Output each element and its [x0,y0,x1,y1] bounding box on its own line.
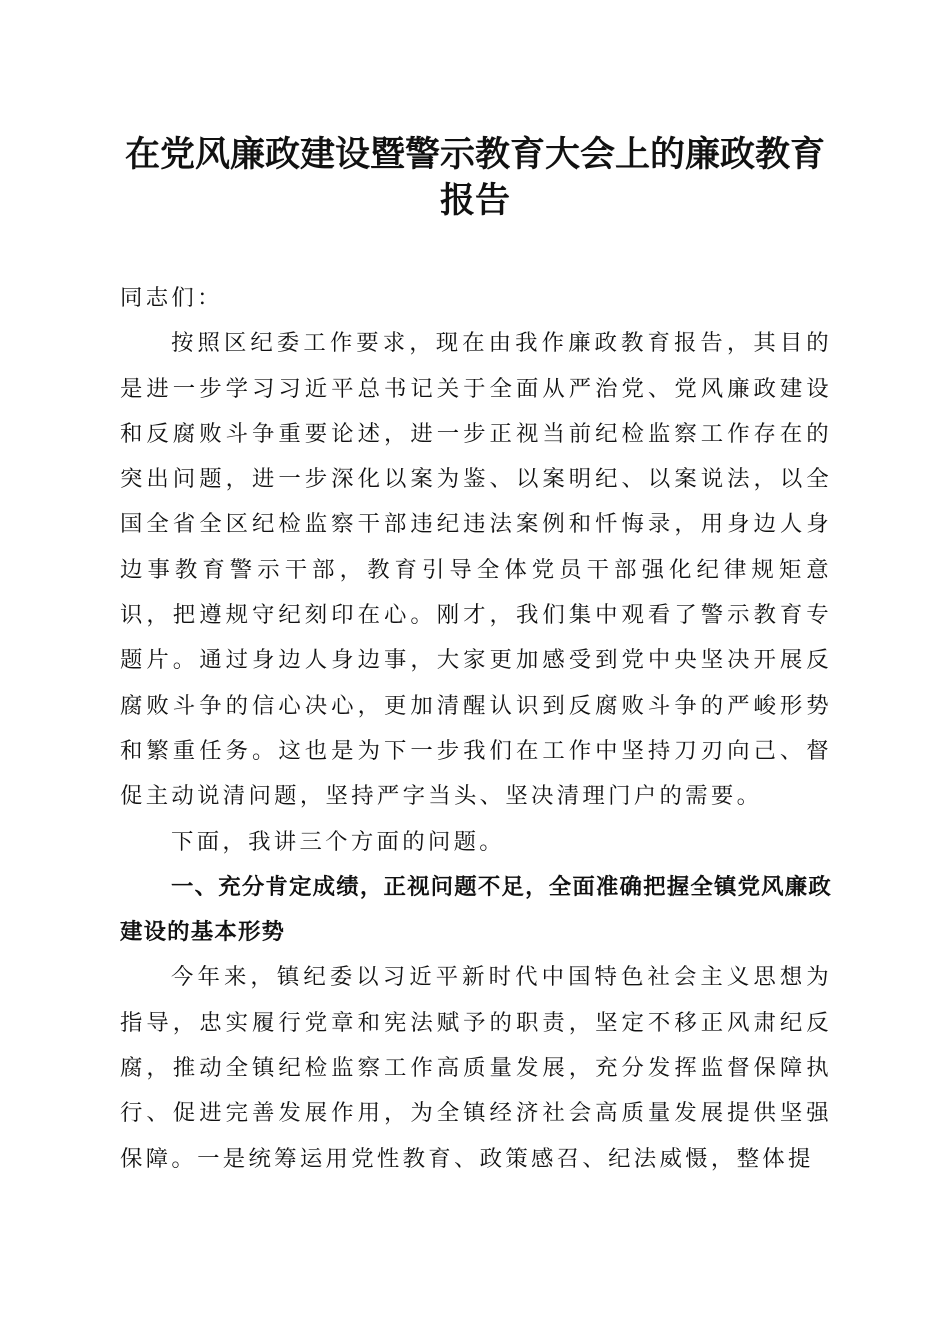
salutation: 同志们： [120,285,223,311]
section-heading-1: 一、充分肯定成绩，正视问题不足，全面准确把握全镇党风廉政建设的基本形势 [120,873,832,946]
paragraph-intro: 按照区纪委工作要求，现在由我作廉政教育报告，其目的是进一步学习习近平总书记关于全面从严治党、党风廉政建设和反腐败斗争重要论述，进一步正视当前纪检监察工作存在的突出问题，进一步深化以案为鉴、以案明纪、以案说法，以全国全省全区纪检监察干部违纪违法案例和忏悔录，用身边人身边事教育警示干部，教育引导全体党员干部强化纪律规矩意识，把遵规守纪刻印在心。刚才，我们集中观看了警示教育专题片。通过身边人身边事，大家更加感受到党中央坚决开展反腐败斗争的信心决心，更加清醒认识到反腐败斗争的严峻形势和繁重任务。这也是为下一步我们在工作中坚持刀刃向己、督促主动说清问题，坚持严字当头、坚决清理门户的需要。 [120,330,832,810]
title-line-2: 报告 [439,180,510,221]
document-title [100,132,850,224]
title-line-1: 在党风廉政建设暨警示教育大会上的廉政教育 [124,134,825,175]
paragraph-section-1: 今年来，镇纪委以习近平新时代中国特色社会主义思想为指导，忠实履行党章和宪法赋予的职责，坚定不移正风肃纪反腐，推动全镇纪检监察工作高质量发展，充分发挥监督保障执行、促进完善发展作用，为全镇经济社会高质量发展提供坚强保障。一是统筹运用党性教育、政策感召、纪法威慑，整体提 [120,964,832,1172]
document-body [120,276,832,1182]
paragraph-outline: 下面，我讲三个方面的问题。 [171,828,505,855]
